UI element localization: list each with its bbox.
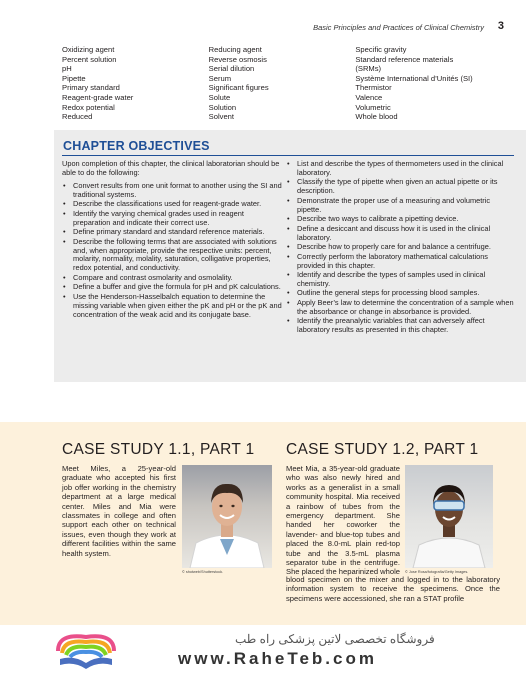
- objective-item: • Identify and describe the types of samples used in clinical chemistry.: [286, 271, 514, 289]
- person-image-icon: [405, 465, 493, 568]
- objective-item: • Identify the preanalytic variables that can adversely affect laboratory results as presented in this chapter.: [286, 317, 514, 335]
- book-logo-icon: [50, 629, 122, 671]
- objectives-title: CHAPTER OBJECTIVES: [63, 139, 210, 153]
- terms-column-2: [209, 45, 356, 122]
- term: Primary standard: [62, 83, 120, 93]
- objective-item: • Define primary standard and standard reference materials.: [62, 228, 282, 237]
- objective-item: • Classify the type of pipette when given an actual pipette or its description.: [286, 178, 514, 196]
- objective-item: • Demonstrate the proper use of a measuring and volumetric pipette.: [286, 197, 514, 215]
- objective-item: • Define a desiccant and discuss how it is used in the clinical laboratory.: [286, 225, 514, 243]
- term: Solvent: [208, 112, 235, 122]
- objective-item: • List and describe the types of thermometers used in the clinical laboratory.: [286, 160, 514, 178]
- photo-credit-2: © Jose Rosa/fotografia/Getty Images.: [405, 570, 469, 574]
- objective-item: • Compare and contrast osmolarity and osmolality.: [62, 274, 282, 283]
- objective-item: • Identify the varying chemical grades used in reagent preparation and indicate their correct use.: [62, 210, 282, 228]
- term: Specific gravity: [355, 45, 407, 54]
- objective-item: • Apply Beer’s law to determine the concentration of a sample when the absorbance or change in absorbance is provided.: [286, 299, 514, 317]
- running-title: Basic Principles and Practices of Clinical Chemistry: [313, 23, 484, 32]
- person-image-icon: [182, 465, 272, 568]
- objectives-divider: [62, 155, 514, 156]
- objectives-list-left: [62, 182, 282, 320]
- term: Reverse osmosis: [208, 54, 267, 64]
- photo-credit-1: © shotweb/Shutterstock.: [182, 570, 224, 574]
- term: (SRMs): [355, 64, 382, 74]
- store-url: www.RaheTeb.com: [178, 649, 377, 668]
- term: Reduced: [62, 112, 93, 122]
- objective-item: • Convert results from one unit format to another using the SI and traditional systems.: [62, 182, 282, 200]
- term: Solution: [208, 102, 237, 112]
- term: Volumetric: [355, 102, 391, 112]
- term: Redox potential: [62, 102, 115, 112]
- term: Pipette: [62, 73, 86, 83]
- store-name: فروشگاه تخصصی لاتین پزشکی راه طب: [235, 632, 435, 646]
- objectives-right-column: [286, 160, 514, 336]
- case-study-2-continued: blood specimen on the mixer and logged in to the laboratory information system to receive the specimens. Once the specimens were accessioned, she ran a STAT profile: [286, 575, 500, 603]
- objectives-list-right: [286, 160, 514, 335]
- mia-photo: [405, 465, 493, 568]
- objective-item: • Define a buffer and give the formula for pH and pK calculations.: [62, 283, 282, 292]
- objectives-left-column: [62, 160, 282, 320]
- objective-item: • Correctly perform the laboratory mathematical calculations provided in this chapter.: [286, 253, 514, 271]
- term: Reducing agent: [208, 45, 262, 54]
- term: Whole blood: [355, 112, 398, 122]
- case-study-2-text: Meet Mia, a 35-year-old graduate who was also newly hired and works as a generalist in a small community hospital. Mia received a rainbow of tubes from the emergency department. She handed her coworker the lavender- and blue-top tubes and placed the 8.0-mL plain red-top tube and the 3.5-mL plasma separator tube in the centrifuge. She placed the heparinized whole: [286, 464, 400, 577]
- objective-item: • Describe the following terms that are associated with solutions and, when appropriate, provide the respective units: percent, molarity, normality, molality, saturation, colligative properties, redox potential, and conductivity.: [62, 238, 282, 274]
- objective-item: • Describe two ways to calibrate a pipetting device.: [286, 215, 514, 224]
- watermark-footer: [0, 625, 526, 674]
- term: Thermistor: [355, 83, 392, 93]
- miles-photo: [182, 465, 272, 568]
- page-header: [0, 18, 526, 38]
- term: Solute: [208, 92, 231, 102]
- objective-item: • Describe the classifications used for reagent-grade water.: [62, 200, 282, 209]
- term: Système International d’Unités (SI): [355, 73, 473, 83]
- term: Oxidizing agent: [62, 45, 115, 54]
- case-study-1-text: Meet Miles, a 25-year-old graduate who accepted his first job offer working in the chemistry department at a large medical center. Miles and Mia were classmates in college and often support each other on technical issues, even though they work at different facilities within the same health system.: [62, 464, 176, 558]
- term: Reagent-grade water: [62, 92, 134, 102]
- objectives-intro: Upon completion of this chapter, the clinical laboratorian should be able to do the following:: [62, 159, 280, 177]
- term: pH: [62, 64, 72, 74]
- term: Percent solution: [62, 54, 117, 64]
- objective-item: • Use the Henderson-Hasselbalch equation to determine the missing variable when given either the pK and pH or the pK and concentration of the weak acid and its conjugate base.: [62, 293, 282, 320]
- case-study-1-title: CASE STUDY 1.1, PART 1: [62, 441, 255, 458]
- term: Serum: [208, 73, 232, 83]
- term: Serial dilution: [208, 64, 255, 74]
- terms-column-1: [62, 45, 209, 122]
- case-study-2-title: CASE STUDY 1.2, PART 1: [286, 441, 479, 458]
- terms-column-3: [355, 45, 502, 122]
- objective-item: • Describe how to properly care for and balance a centrifuge.: [286, 243, 514, 252]
- term: Significant figures: [208, 83, 269, 93]
- key-terms: [62, 45, 502, 122]
- page-number: 3: [497, 20, 504, 32]
- term: Valence: [355, 92, 383, 102]
- term: Standard reference materials: [355, 54, 454, 64]
- objective-item: • Outline the general steps for processing blood samples.: [286, 289, 514, 298]
